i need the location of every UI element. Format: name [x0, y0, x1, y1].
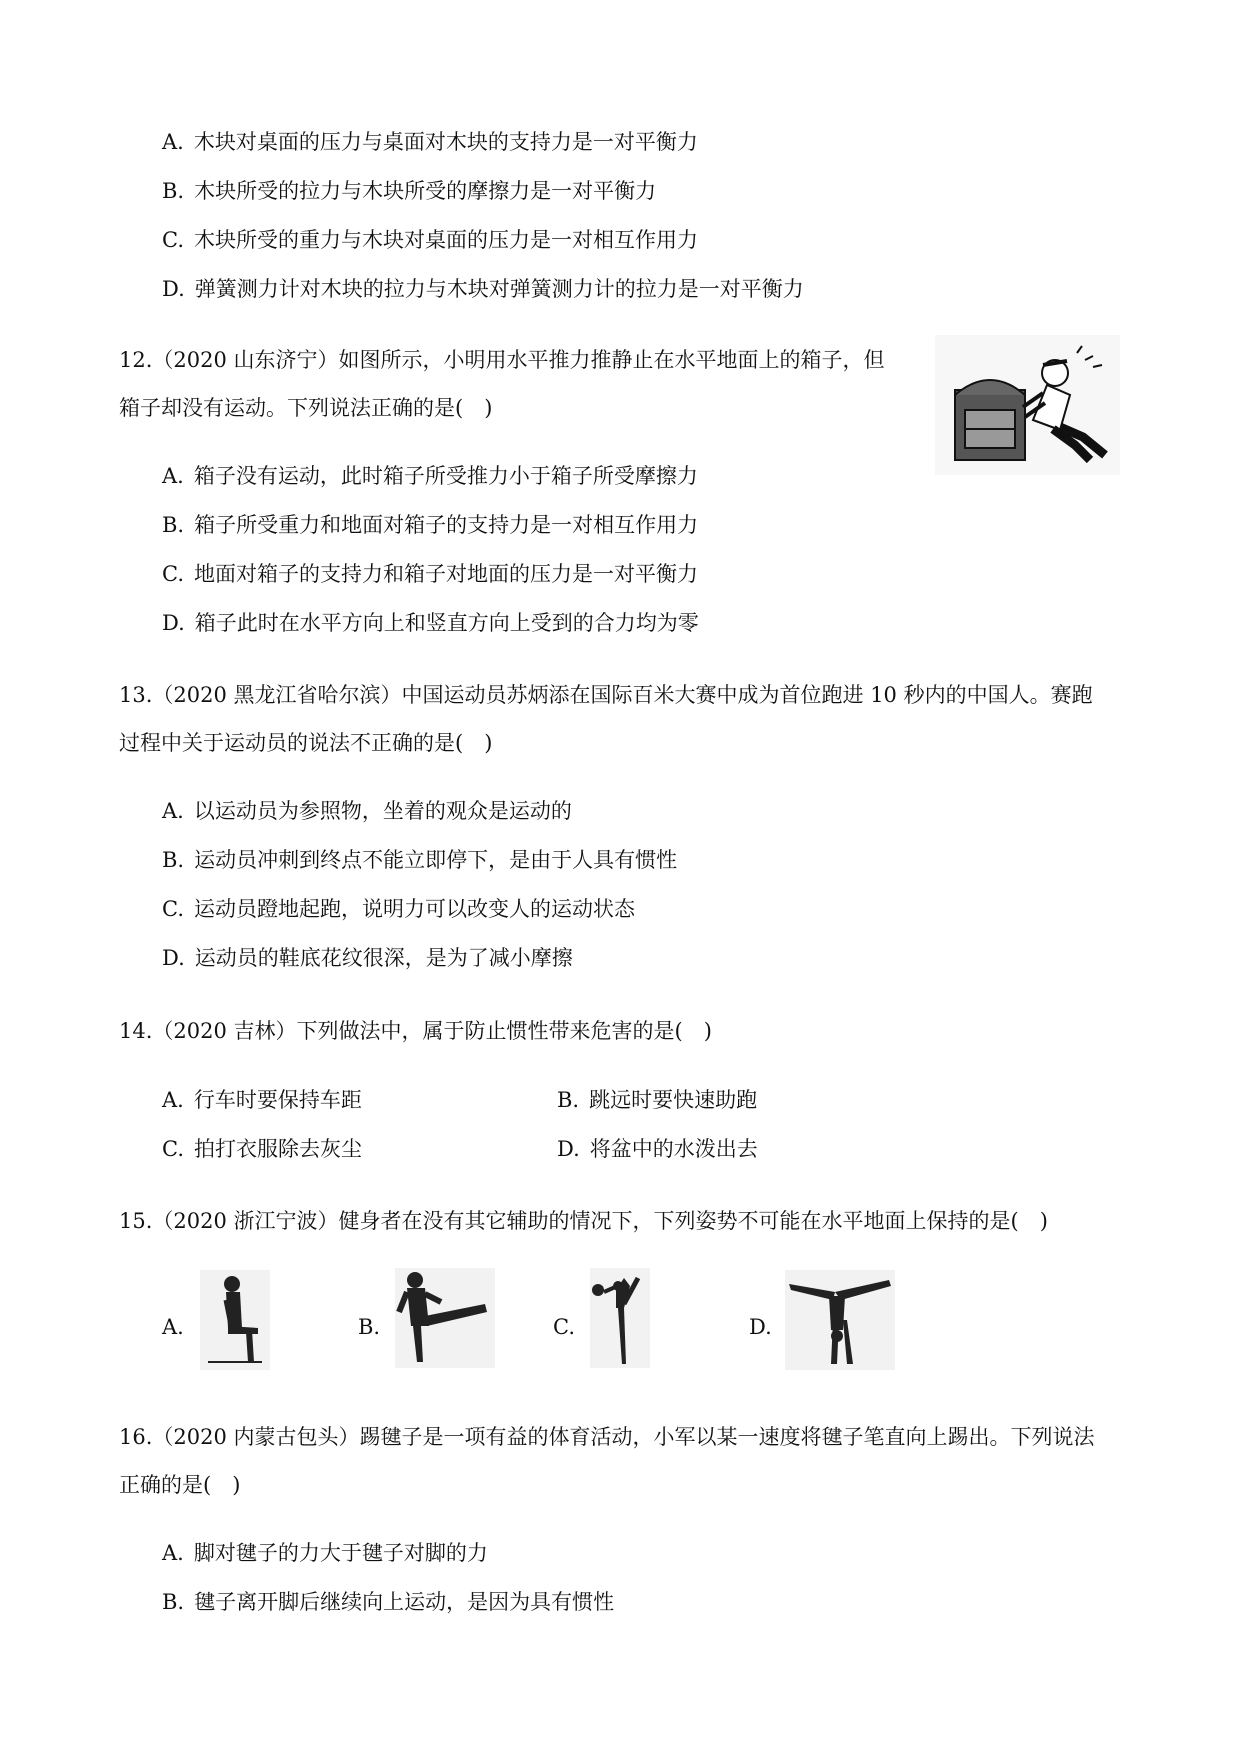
q14-option-c	[162, 1134, 362, 1164]
q11-option-a	[162, 127, 698, 157]
option-text: 木块所受的拉力与木块所受的摩擦力是一对平衡力	[194, 179, 657, 203]
q15-stem: 15.（2020 浙江宁波）健身者在没有其它辅助的情况下，下列姿势不可能在水平地面上保持的是( )	[119, 1209, 1048, 1233]
option-label: B.	[162, 513, 185, 537]
option-text: 运动员冲刺到终点不能立即停下，是由于人具有惯性	[194, 848, 678, 872]
q14-option-b	[557, 1085, 757, 1115]
q12-stem-line1: 12.（2020 山东济宁）如图所示，小明用水平推力推静止在水平地面上的箱子，但	[119, 348, 885, 372]
q12-option-d	[162, 608, 699, 638]
posture-gymnast-ball-figure	[590, 1268, 650, 1368]
option-text: 行车时要保持车距	[193, 1088, 362, 1112]
option-text: 箱子没有运动，此时箱子所受推力小于箱子所受摩擦力	[193, 464, 698, 488]
option-text: 毽子离开脚后继续向上运动，是因为具有惯性	[194, 1590, 615, 1614]
q14-stem: 14.（2020 吉林）下列做法中，属于防止惯性带来危害的是( )	[119, 1019, 712, 1043]
option-label: B.	[557, 1088, 580, 1112]
q12-option-c	[162, 559, 698, 589]
posture-sitting-figure	[200, 1270, 270, 1370]
q13-option-b	[162, 845, 677, 875]
option-label: C.	[162, 1137, 184, 1161]
option-label: B.	[162, 848, 185, 872]
push-box-illustration	[935, 335, 1120, 475]
option-label: C.	[162, 562, 184, 586]
option-label: D.	[557, 1137, 580, 1161]
option-label: D.	[162, 611, 185, 635]
option-text: 运动员蹬地起跑，说明力可以改变人的运动状态	[194, 897, 635, 921]
posture-split-balance-figure	[785, 1270, 895, 1370]
q13-option-c	[162, 894, 635, 924]
option-text: 箱子此时在水平方向上和竖直方向上受到的合力均为零	[194, 611, 699, 635]
option-label: A.	[162, 1088, 184, 1112]
option-text: 以运动员为参照物，坐着的观众是运动的	[193, 799, 572, 823]
option-label: A.	[162, 799, 184, 823]
q13-option-d	[162, 943, 573, 973]
q15-label-d: D.	[749, 1315, 772, 1339]
q11-option-b	[162, 176, 656, 206]
q16-stem-line1: 16.（2020 内蒙古包头）踢毽子是一项有益的体育活动，小军以某一速度将毽子笔直向上踢出。下列说法	[119, 1425, 1095, 1449]
option-label: B.	[162, 179, 185, 203]
option-label: D.	[162, 946, 185, 970]
posture-leg-raise-figure	[395, 1268, 495, 1368]
q12-option-a	[162, 461, 698, 491]
option-label: C.	[162, 897, 184, 921]
q15-label-a: A.	[162, 1315, 184, 1339]
option-text: 弹簧测力计对木块的拉力与木块对弹簧测力计的拉力是一对平衡力	[194, 277, 804, 301]
option-text: 运动员的鞋底花纹很深，是为了减小摩擦	[194, 946, 573, 970]
option-text: 箱子所受重力和地面对箱子的支持力是一对相互作用力	[194, 513, 699, 537]
q16-option-b	[162, 1587, 614, 1617]
q12-stem-line2: 箱子却没有运动。下列说法正确的是( )	[119, 396, 493, 420]
option-text: 木块所受的重力与木块对桌面的压力是一对相互作用力	[194, 228, 698, 252]
q15-label-b: B.	[358, 1315, 381, 1339]
q11-option-d	[162, 274, 804, 304]
q11-option-c	[162, 225, 698, 255]
option-label: B.	[162, 1590, 185, 1614]
option-text: 脚对毽子的力大于毽子对脚的力	[193, 1541, 488, 1565]
option-label: A.	[162, 130, 184, 154]
q15-label-c: C.	[553, 1315, 575, 1339]
option-label: A.	[162, 464, 184, 488]
option-text: 跳远时要快速助跑	[589, 1088, 758, 1112]
q14-option-d	[557, 1134, 758, 1164]
option-label: A.	[162, 1541, 184, 1565]
q12-option-b	[162, 510, 698, 540]
q14-option-a	[162, 1085, 362, 1115]
q16-option-a	[162, 1538, 488, 1568]
q13-option-a	[162, 796, 572, 826]
option-label: D.	[162, 277, 185, 301]
option-label: C.	[162, 228, 184, 252]
q16-stem-line2: 正确的是( )	[119, 1473, 241, 1497]
option-text: 将盆中的水泼出去	[589, 1137, 758, 1161]
option-text: 拍打衣服除去灰尘	[194, 1137, 362, 1161]
q13-stem-line1: 13.（2020 黑龙江省哈尔滨）中国运动员苏炳添在国际百米大赛中成为首位跑进 10 秒内的中国人。赛跑	[119, 683, 1093, 707]
option-text: 地面对箱子的支持力和箱子对地面的压力是一对平衡力	[194, 562, 698, 586]
q13-stem-line2: 过程中关于运动员的说法不正确的是( )	[119, 731, 493, 755]
option-text: 木块对桌面的压力与桌面对木块的支持力是一对平衡力	[193, 130, 698, 154]
